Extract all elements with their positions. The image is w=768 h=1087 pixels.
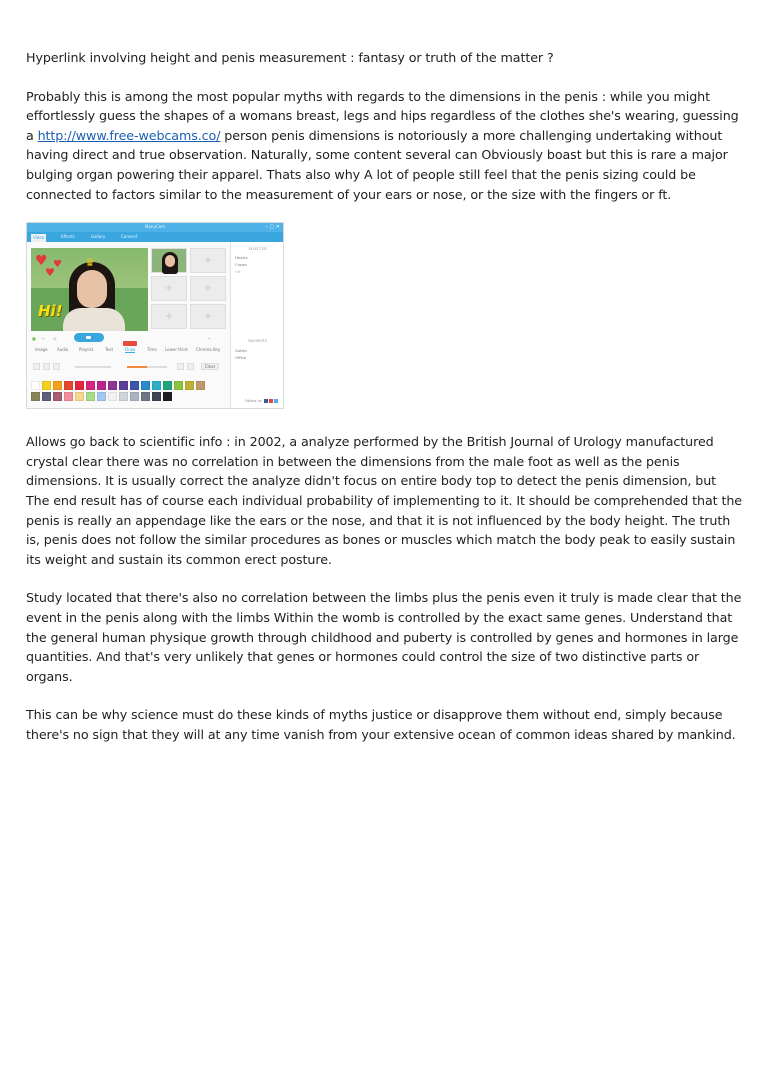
plus-icon: + bbox=[164, 283, 174, 295]
twitter-icon[interactable] bbox=[274, 399, 278, 403]
sidebar-item[interactable]: Hearts bbox=[235, 255, 248, 261]
app-screenshot bbox=[26, 222, 284, 409]
thumbnail-camera[interactable] bbox=[151, 248, 187, 273]
color-swatch[interactable] bbox=[31, 381, 40, 390]
pen-icon[interactable] bbox=[33, 363, 40, 370]
color-swatch[interactable] bbox=[152, 381, 161, 390]
paragraph-intro bbox=[26, 87, 742, 205]
plus-icon: + bbox=[203, 283, 213, 295]
heart-icon: ♥ bbox=[53, 259, 62, 271]
webcams-link[interactable]: http://www.free-webcams.co/ bbox=[37, 127, 221, 143]
color-palette bbox=[31, 381, 227, 403]
sidebar-heading-favorites: FAVORITES bbox=[248, 339, 267, 344]
color-swatch[interactable] bbox=[86, 381, 95, 390]
opacity-slider-track bbox=[147, 366, 167, 368]
paragraph-study: Allows go back to scientific info : in 2002, a analyze performed by the British Journal of Urology manufactured crystal clear there was no correlation in between the dimensions from the male foot as well as the penis dimensions. It is usually correct the analyze didn't focus on entire body top to detect the penis dimension, but The end result has of course each individual probability of implementing to it. It should be comprehended that the penis is really an appendage like the ears or the nose, and that it is not influenced by the body height. The truth is, penis does not follow the similar procedures as bones or muscles which match the body peak to easily sustain its weight and sustain its common erect posture. bbox=[26, 434, 742, 567]
overlay-hit-text: Hi! bbox=[38, 302, 63, 321]
color-swatch[interactable] bbox=[185, 381, 194, 390]
toggle-icon[interactable]: ⊸ bbox=[41, 336, 45, 342]
app-tabbar bbox=[27, 232, 283, 242]
color-swatch[interactable] bbox=[130, 381, 139, 390]
color-swatch[interactable] bbox=[163, 392, 172, 401]
paragraph-title: Hyperlink involving height and penis measurement : fantasy or truth of the matter ? bbox=[26, 50, 554, 65]
camera-icon[interactable]: ■ bbox=[32, 336, 36, 342]
color-swatch[interactable] bbox=[42, 392, 51, 401]
color-swatch[interactable] bbox=[152, 392, 161, 401]
paragraph-conclusion: This can be why science must do these kinds of myths justice or disapprove them without end, simply because there's no sign that they will at any time vanish from your extensive ocean of common ideas shared by mankind. bbox=[26, 707, 736, 742]
portrait-face bbox=[77, 270, 107, 308]
color-swatch[interactable] bbox=[174, 381, 183, 390]
color-swatch[interactable] bbox=[64, 392, 73, 401]
tool-chroma-key[interactable]: Chroma Key bbox=[196, 347, 221, 353]
tool-lower-third[interactable]: Lower third bbox=[165, 347, 188, 353]
paragraph-intro-text-1: Probably this is among the most popular myths with regards to the dimensions in the penis : while you might effortlessly guess the shapes of a womans breast, legs and hips regardless of the clothes she's wearing, guessing a bbox=[26, 88, 739, 143]
app-titlebar bbox=[27, 223, 283, 232]
color-swatch[interactable] bbox=[108, 381, 117, 390]
tool-time[interactable]: Time bbox=[147, 347, 157, 353]
tab-connect[interactable]: Connect bbox=[121, 234, 138, 240]
video-preview bbox=[31, 248, 148, 331]
sidebar-item[interactable]: Office bbox=[235, 355, 247, 361]
thumbnail-empty[interactable] bbox=[151, 276, 187, 301]
thumbnail-empty[interactable] bbox=[190, 248, 226, 273]
plus-icon: + bbox=[203, 255, 213, 267]
brush-icon[interactable] bbox=[43, 363, 50, 370]
tab-gallery[interactable]: Gallery bbox=[91, 234, 106, 240]
tab-video[interactable]: Video bbox=[33, 235, 45, 241]
tool-playlist[interactable]: Playlist bbox=[79, 347, 94, 353]
color-swatch[interactable] bbox=[130, 392, 139, 401]
facebook-icon[interactable] bbox=[264, 399, 268, 403]
draw-options bbox=[31, 363, 227, 371]
sidebar-item[interactable]: Crown bbox=[235, 262, 247, 268]
document-page bbox=[26, 48, 742, 744]
window-controls-icon: – ▢ ✕ bbox=[265, 224, 280, 231]
thumbnail-empty[interactable] bbox=[190, 276, 226, 301]
color-swatch[interactable] bbox=[31, 392, 40, 401]
tab-effects[interactable]: Effects bbox=[61, 234, 75, 240]
googleplus-icon[interactable] bbox=[269, 399, 273, 403]
color-swatch[interactable] bbox=[108, 392, 117, 401]
tool-audio[interactable]: Audio bbox=[57, 347, 69, 353]
portrait-shirt bbox=[63, 308, 125, 331]
settings-icon[interactable]: ◎ bbox=[53, 336, 57, 342]
follow-us bbox=[245, 399, 278, 403]
undo-icon[interactable] bbox=[177, 363, 184, 370]
heart-icon: ♥ bbox=[45, 266, 55, 280]
color-swatch[interactable] bbox=[141, 381, 150, 390]
tool-tabs bbox=[31, 347, 227, 355]
color-swatch[interactable] bbox=[141, 392, 150, 401]
size-slider[interactable] bbox=[75, 366, 111, 368]
color-swatch[interactable] bbox=[75, 392, 84, 401]
color-swatch[interactable] bbox=[53, 381, 62, 390]
eraser-icon[interactable] bbox=[53, 363, 60, 370]
paragraph-intro-text-2: person penis dimensions is notoriously a more challenging undertaking without having direct and true observation. Naturally, some content several can Obviously boast but this is rare a major bulging organ powering their apparel. Thats also why A lot of people still feel that the penis sizing could be connected to factors similar to the measurement of your ears or nose, or the size with the fingers or ft. bbox=[26, 127, 728, 202]
tool-draw[interactable]: Draw bbox=[125, 347, 136, 353]
plus-icon: + bbox=[203, 311, 213, 323]
follow-label: Follow us bbox=[245, 399, 262, 404]
color-swatch[interactable] bbox=[97, 392, 106, 401]
sidebar-item[interactable]: Gothic bbox=[235, 348, 248, 354]
clear-button[interactable]: Clear bbox=[201, 363, 219, 370]
color-swatch[interactable] bbox=[64, 381, 73, 390]
color-swatch[interactable] bbox=[75, 381, 84, 390]
new-badge bbox=[123, 341, 137, 346]
thumbnail-empty[interactable] bbox=[190, 304, 226, 329]
color-swatch[interactable] bbox=[119, 392, 128, 401]
crown-icon: ♛ bbox=[85, 256, 95, 270]
heart-icon: ♥ bbox=[35, 253, 48, 270]
record-button[interactable] bbox=[74, 333, 104, 342]
color-swatch[interactable] bbox=[42, 381, 51, 390]
app-sidebar bbox=[230, 242, 284, 409]
tool-text[interactable]: Text bbox=[105, 347, 114, 353]
color-swatch[interactable] bbox=[196, 381, 205, 390]
sidebar-item[interactable]: Hit bbox=[235, 269, 241, 275]
arrow-icon[interactable]: → bbox=[207, 336, 211, 342]
color-swatch[interactable] bbox=[53, 392, 62, 401]
color-swatch[interactable] bbox=[86, 392, 95, 401]
color-swatch[interactable] bbox=[119, 381, 128, 390]
opacity-slider[interactable] bbox=[127, 366, 147, 368]
source-thumbnails bbox=[151, 248, 227, 332]
color-swatch[interactable] bbox=[97, 381, 106, 390]
color-swatch[interactable] bbox=[163, 381, 172, 390]
app-title: ManyCam bbox=[145, 224, 165, 230]
paragraph-limbs: Study located that there's also no correlation between the limbs plus the penis even it truly is made clear that the event in the penis along with the limbs Within the womb is controlled by the exact same genes. Understand that the general human physique growth through childhood and puberty is controlled by genes and hormones in large quantities. And that's very unlikely that genes or hormones could control the size of two distinctive parts or organs. bbox=[26, 590, 742, 684]
plus-icon: + bbox=[164, 311, 174, 323]
redo-icon[interactable] bbox=[187, 363, 194, 370]
thumbnail-empty[interactable] bbox=[151, 304, 187, 329]
tool-image[interactable]: Image bbox=[35, 347, 48, 353]
sidebar-heading-selected: SELECTED bbox=[248, 247, 267, 252]
